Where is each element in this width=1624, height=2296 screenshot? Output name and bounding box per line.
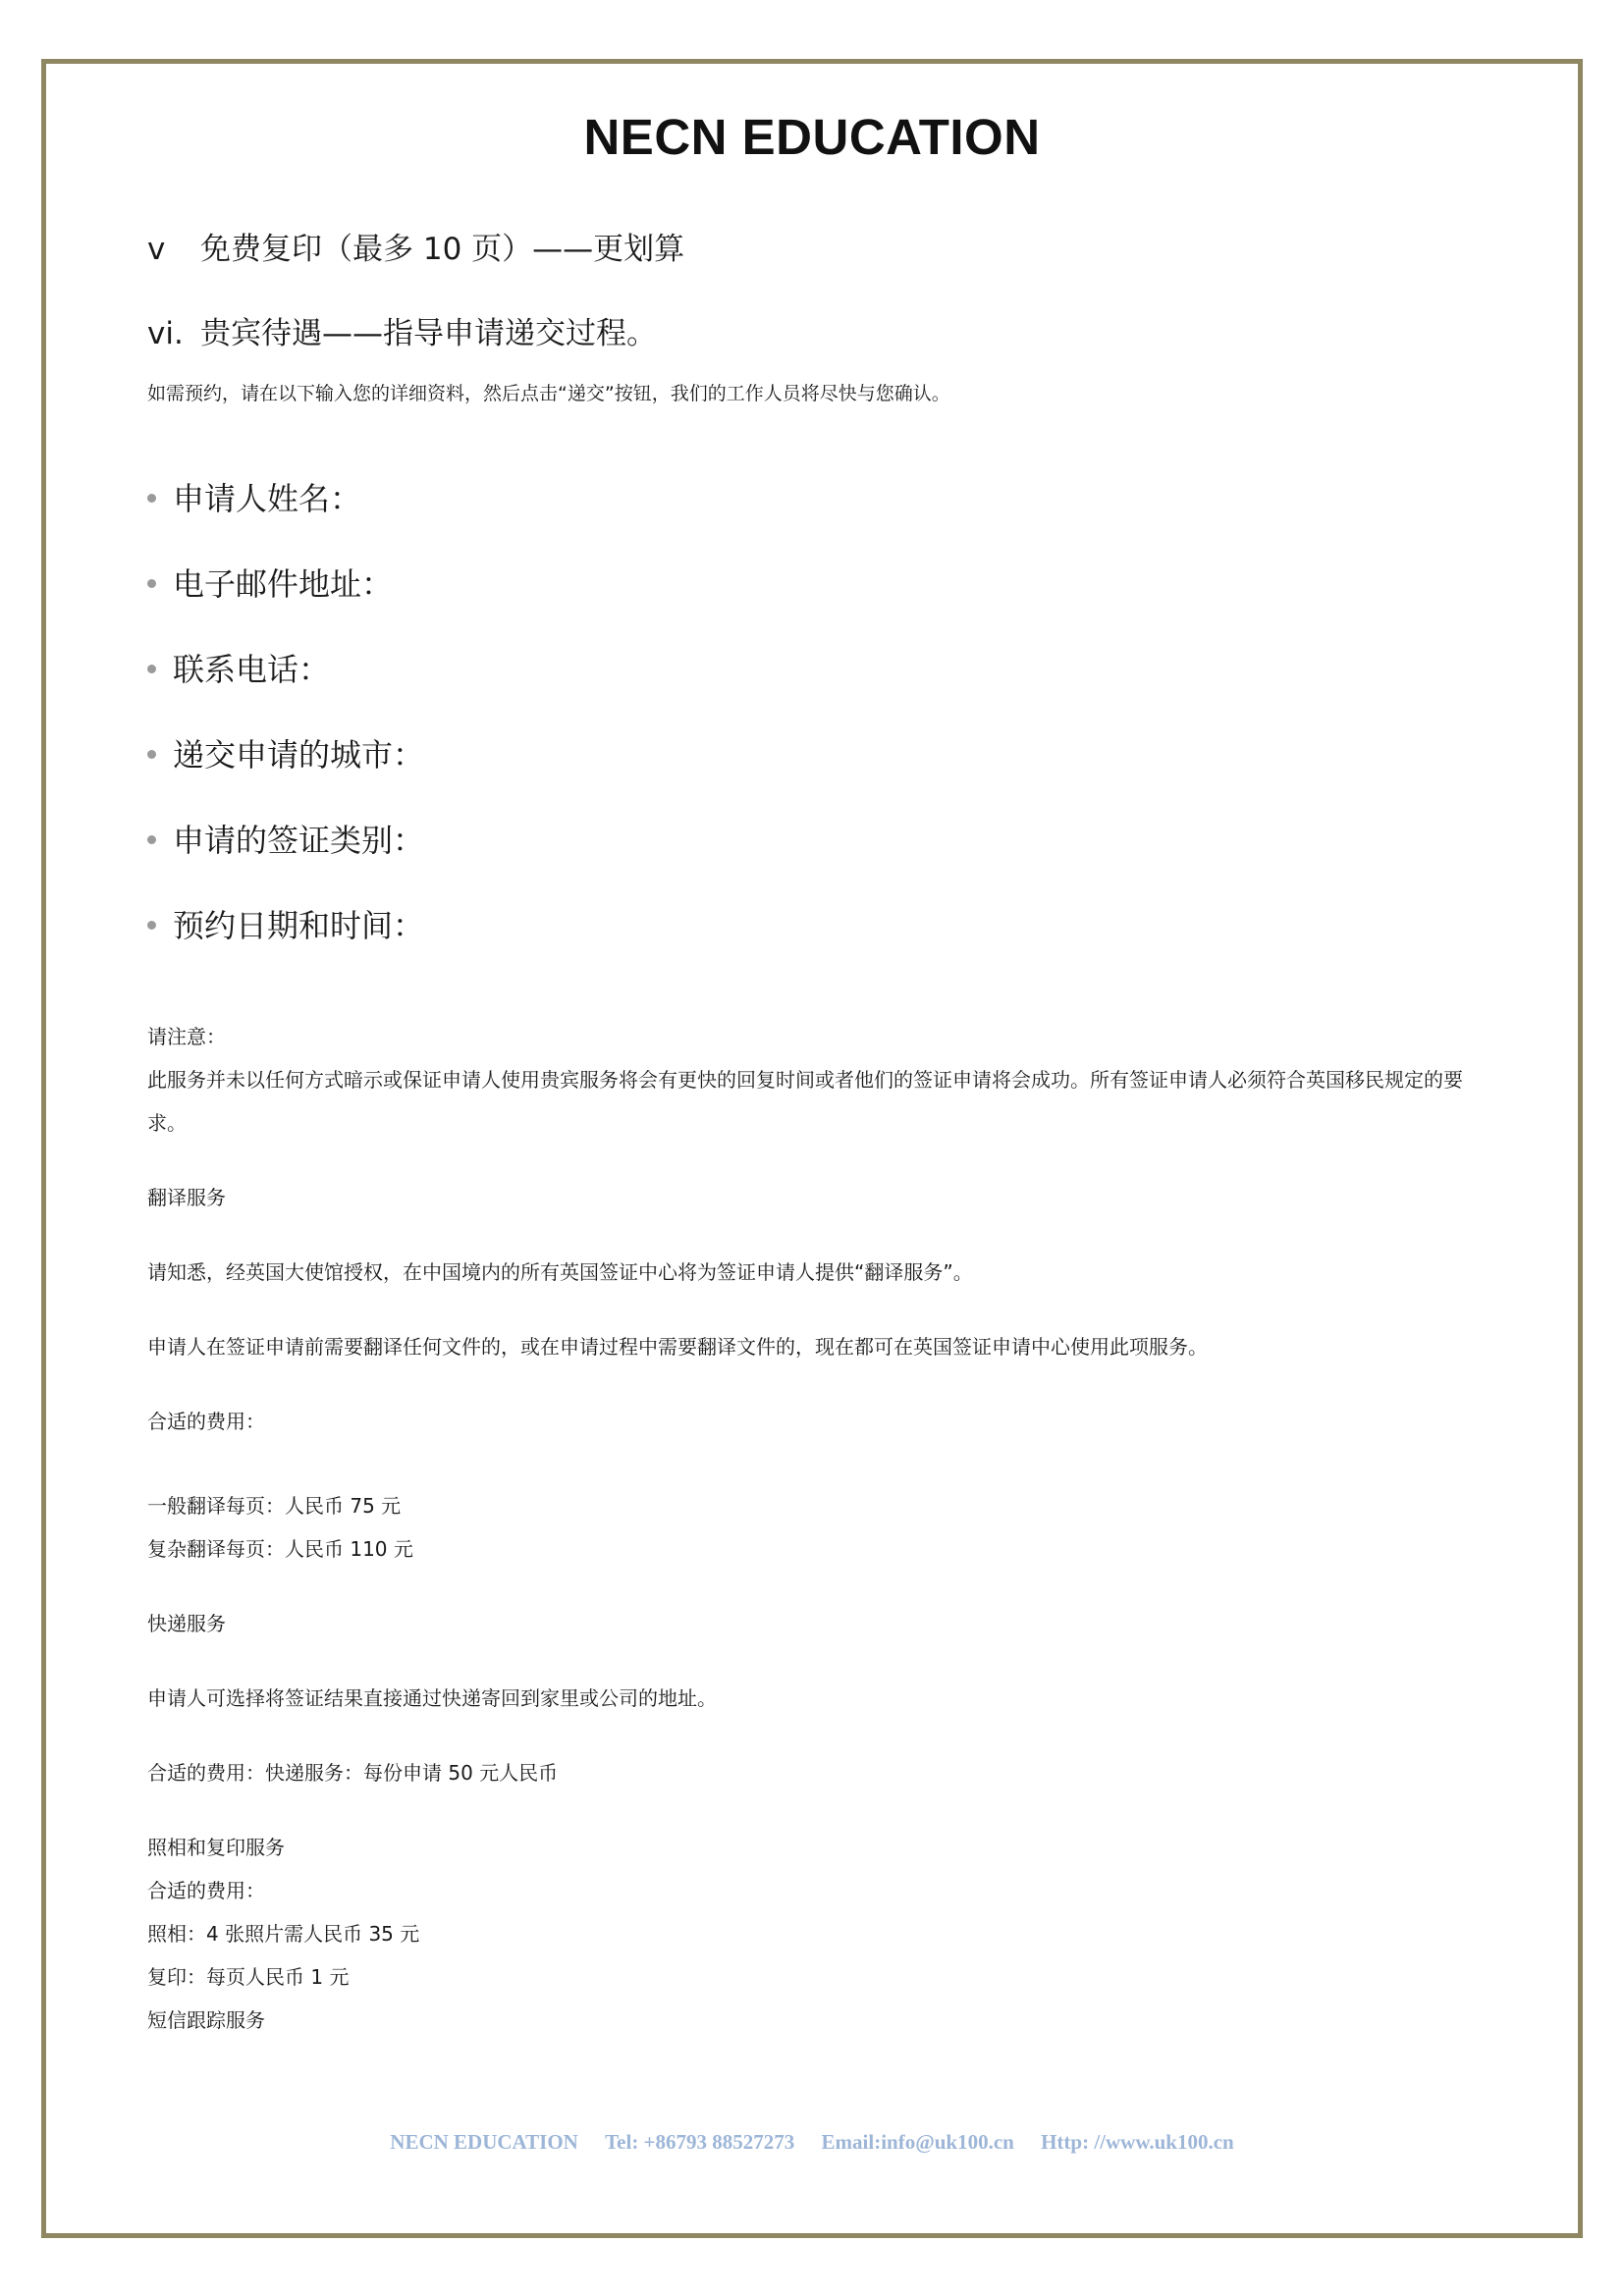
perk-number: vi.	[147, 316, 184, 351]
field-label: 申请的签证类别：	[173, 822, 425, 859]
perk-item	[147, 308, 657, 352]
form-field-applicant-name	[147, 475, 424, 561]
translation-fee-label: 合适的费用：	[147, 1410, 265, 1433]
form-field-email	[147, 561, 424, 646]
bullet-icon	[147, 921, 156, 930]
translation-heading: 翻译服务	[147, 1186, 226, 1209]
photo-fee: 照相：4 张照片需人民币 35 元	[147, 1922, 420, 1946]
page-title: NECN EDUCATION	[583, 109, 1041, 165]
sms-service: 短信跟踪服务	[147, 2008, 265, 2032]
photo-fee-label: 合适的费用：	[147, 1879, 265, 1902]
field-label: 申请人姓名：	[173, 480, 362, 517]
footer-website: Http: //www.uk100.cn	[1041, 2130, 1234, 2154]
footer-email: Email:info@uk100.cn	[821, 2130, 1014, 2154]
translation-fee-general: 一般翻译每页：人民币 75 元	[147, 1494, 402, 1518]
page-footer	[0, 2130, 1624, 2155]
notice-body: 此服务并未以任何方式暗示或保证申请人使用贵宾服务将会有更快的回复时间或者他们的签证申请将会成功。所有签证申请人必须符合英国移民规定的要求。	[147, 1068, 1463, 1135]
bullet-icon	[147, 665, 156, 673]
perk-text: 贵宾待遇——指导申请递交过程。	[200, 316, 657, 351]
bullet-icon	[147, 579, 156, 588]
footer-company: NECN EDUCATION	[390, 2130, 578, 2154]
field-label: 预约日期和时间：	[173, 907, 425, 944]
form-field-visa-type	[147, 817, 424, 902]
field-label: 联系电话：	[173, 651, 331, 688]
copy-fee: 复印：每页人民币 1 元	[147, 1965, 350, 1989]
translation-paragraph: 申请人在签证申请前需要翻译任何文件的，或在申请过程中需要翻译文件的，现在都可在英国签证申请中心使用此项服务。	[147, 1335, 1208, 1359]
booking-field-list	[147, 475, 424, 988]
booking-intro: 如需预约，请在以下输入您的详细资料，然后点击“递交”按钮，我们的工作人员将尽快与您确认。	[147, 383, 950, 404]
notice-heading: 请注意：	[147, 1025, 226, 1048]
perk-number: v	[147, 232, 166, 267]
bullet-icon	[147, 835, 156, 844]
photo-heading: 照相和复印服务	[147, 1836, 285, 1859]
field-label: 电子邮件地址：	[173, 565, 394, 603]
translation-fee-complex: 复杂翻译每页：人民币 110 元	[147, 1537, 413, 1561]
courier-fee: 合适的费用：快递服务：每份申请 50 元人民币	[147, 1761, 559, 1785]
courier-paragraph: 申请人可选择将签证结果直接通过快递寄回到家里或公司的地址。	[147, 1686, 717, 1710]
perk-text: 免费复印（最多 10 页）——更划算	[200, 232, 685, 267]
courier-heading: 快递服务	[147, 1612, 226, 1635]
translation-paragraph: 请知悉，经英国大使馆授权，在中国境内的所有英国签证中心将为签证申请人提供“翻译服务”。	[147, 1260, 973, 1284]
service-notes	[147, 1015, 1492, 2042]
footer-phone: Tel: +86793 88527273	[605, 2130, 795, 2154]
form-field-city	[147, 731, 424, 817]
bullet-icon	[147, 494, 156, 503]
form-field-appointment-time	[147, 902, 424, 988]
field-label: 递交申请的城市：	[173, 736, 425, 774]
form-field-phone	[147, 646, 424, 731]
bullet-icon	[147, 750, 156, 759]
perk-item	[147, 224, 684, 268]
